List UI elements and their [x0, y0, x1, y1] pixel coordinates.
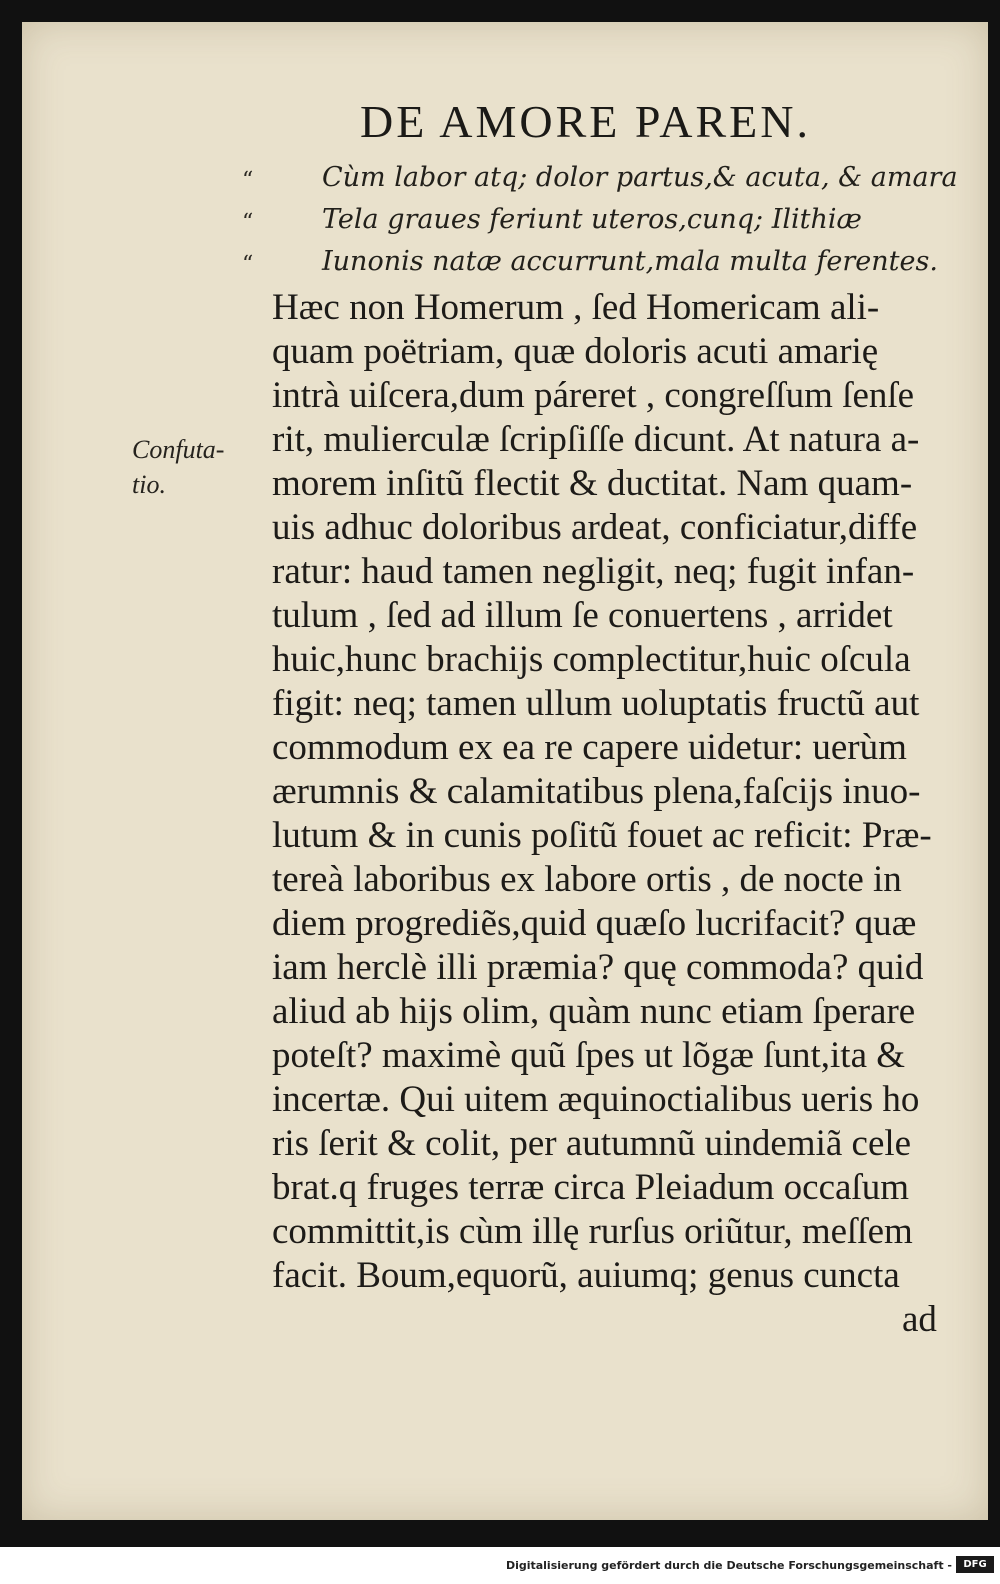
- body-line: figit: neq; tamen ullum uoluptatis fructũ aut: [272, 683, 920, 724]
- body-line: rit, mulierculæ ſcripſiſſe dicunt. At natura a-: [272, 419, 920, 460]
- body-line: morem inſitũ flectit & ductitat. Nam quam-: [272, 463, 913, 504]
- body-line: uis adhuc doloribus ardeat, conficiatur,diffe: [272, 507, 918, 548]
- verse-line: Cùm labor atq; dolor partus,& acuta, & amara: [322, 162, 958, 193]
- catchword: ad: [902, 1299, 937, 1340]
- body-line: iam herclè illi præmia? quę commoda? quid: [272, 947, 924, 988]
- body-line: ratur: haud tamen negligit, neq; fugit infan-: [272, 551, 915, 592]
- body-line: lutum & in cunis poſitũ fouet ac reficit: Præ-: [272, 815, 932, 856]
- verse-line: Iunonis natæ accurrunt,mala multa ferentes.: [322, 246, 938, 277]
- body-line: poteſt? maximè quũ ſpes ut lõgæ ſunt,ita &: [272, 1035, 906, 1076]
- body-line: incertæ. Qui uitem æquinoctialibus ueris ho: [272, 1079, 920, 1120]
- body-line: ris ſerit & colit, per autumnũ uindemiã cele: [272, 1123, 912, 1164]
- body-line: tereà laboribus ex labore ortis , de nocte in: [272, 859, 902, 900]
- body-line: brat.q fruges terræ circa Pleiadum occaſum: [272, 1167, 909, 1208]
- verse-quote-mark: “: [242, 252, 254, 277]
- dfg-logo: DFG: [956, 1556, 994, 1573]
- body-line: quam poëtriam, quæ doloris acuti amarię: [272, 331, 879, 372]
- body-line: huic,hunc brachijs complectitur,huic oſcula: [272, 639, 911, 680]
- body-line: committit,is cùm illę rurſus oriũtur, meſſem: [272, 1211, 913, 1252]
- body-line: aliud ab hijs olim, quàm nunc etiam ſperare: [272, 991, 916, 1032]
- body-line: facit. Boum,equorũ, auiumq; genus cuncta: [272, 1255, 900, 1296]
- marginal-note: tio.: [132, 470, 166, 499]
- running-head: DE AMORE PAREN.: [360, 96, 811, 147]
- body-line: commodum ex ea re capere uidetur: uerùm: [272, 727, 907, 768]
- digitization-footer: [0, 1547, 1000, 1584]
- verse-line: Tela graues feriunt uteros,cunq; Ilithiæ: [322, 204, 862, 235]
- verse-quote-mark: “: [242, 168, 254, 193]
- body-line: tulum , ſed ad illum ſe conuertens , arridet: [272, 595, 893, 636]
- body-line: intrà uiſcera,dum páreret , congreſſum ſenſe: [272, 375, 915, 416]
- body-line: Hæc non Homerum , ſed Homericam ali-: [272, 287, 880, 328]
- body-line: ærumnis & calamitatibus plena,faſcijs inuo-: [272, 771, 921, 812]
- footer-credit: Digitalisierung gefördert durch die Deutsche Forschungsgemeinschaft -: [505, 1559, 952, 1572]
- verse-quote-mark: “: [242, 210, 254, 235]
- marginal-note: Confuta-: [132, 435, 225, 464]
- body-line: diem progrediẽs,quid quæſo lucrifacit? quæ: [272, 903, 917, 944]
